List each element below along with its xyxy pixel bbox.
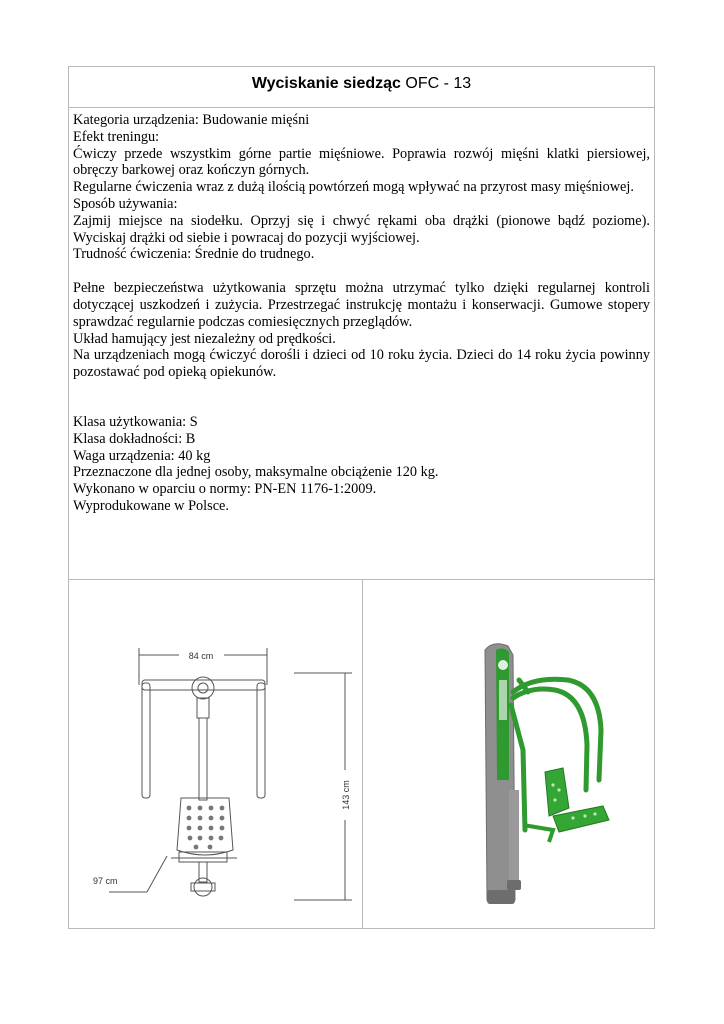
seat-plate xyxy=(177,798,233,855)
handle-left xyxy=(142,683,150,798)
post xyxy=(199,862,207,882)
images-row xyxy=(69,580,654,928)
handle-right xyxy=(257,683,265,798)
depth-label: 97 cm xyxy=(93,876,118,886)
age-text: Na urządzeniach mogą ćwiczyć dorośli i dzieci od 10 roku życia. Dzieci do 14 roku życia powinny pozostawać pod opieką opiekunów. xyxy=(73,347,650,381)
panel-label xyxy=(499,680,507,720)
spec-line: Wykonano w oparciu o normy: PN-EN 1176-1:2009. xyxy=(73,481,377,498)
safety-text: Pełne bezpieczeństwa użytkowania sprzętu można utrzymać tylko dzięki regularnej kontroli dotyczącej uszkodzeń i zużycia. Przestrzegać instrukcję montażu i konserwacji. Gumowe stopery sprawdzać regularnie podczas comiesięcznych przeglądów. xyxy=(73,280,650,330)
logo-mark xyxy=(498,660,508,670)
crossbar xyxy=(142,680,265,690)
rear-post xyxy=(509,790,519,890)
post-foot xyxy=(487,890,515,904)
product-sheet xyxy=(68,66,655,929)
spec-line: Klasa użytkowania: S xyxy=(73,413,198,430)
spec-line: Waga urządzenia: 40 kg xyxy=(73,447,211,464)
post-base xyxy=(194,878,212,896)
center-hub-inner xyxy=(198,683,208,693)
seat-support xyxy=(523,825,553,842)
spec-line: Klasa dokładności: B xyxy=(73,430,196,447)
usage-text: Zajmij miejsce na siodełku. Oprzyj się i chwyć rękami oba drążki (pionowe bądź poziome). Wyciskaj drążki od siebie i powracaj do pozycji wyjściowej. xyxy=(73,212,650,246)
page-title xyxy=(69,67,654,108)
dimension-line xyxy=(147,856,167,892)
width-label: 84 cm xyxy=(188,651,214,661)
center-bar xyxy=(199,718,207,800)
technical-drawing xyxy=(69,580,363,928)
height-label: 143 cm xyxy=(341,780,351,810)
category-line: Kategoria urządzenia: Budowanie mięśni xyxy=(73,112,310,128)
product-photo xyxy=(363,580,655,928)
hub-bracket xyxy=(197,698,209,718)
spec-line: Wyprodukowane w Polsce. xyxy=(73,497,229,514)
title-code: OFC - 13 xyxy=(400,75,472,92)
title-name: Wyciskanie siedząc xyxy=(251,75,401,92)
equipment-illustration xyxy=(363,580,655,928)
effect-label: Efekt treningu: xyxy=(73,128,160,145)
seat-back xyxy=(545,768,569,816)
rear-foot xyxy=(507,880,521,890)
description-cell xyxy=(69,108,654,580)
usage-label: Sposób używania: xyxy=(73,195,178,212)
spec-line: Przeznaczone dla jednej osoby, maksymalne obciążenie 120 kg. xyxy=(73,464,439,481)
effect-text-2: Regularne ćwiczenia wraz z dużą ilością powtórzeń mogą wpływać na przyrost masy mięśniowej. xyxy=(73,179,634,196)
effect-text: Ćwiczy przede wszystkim górne partie mięśniowe. Poprawia rozwój mięśni klatki piersiowej, obręczy barkowej oraz kończyn górnych. xyxy=(73,145,650,179)
seat-holes xyxy=(187,806,225,850)
difficulty-line: Trudność ćwiczenia: Średnie do trudnego. xyxy=(73,246,315,263)
brake-line: Układ hamujący jest niezależny od prędkości. xyxy=(73,330,336,347)
top-view-drawing xyxy=(69,580,362,928)
